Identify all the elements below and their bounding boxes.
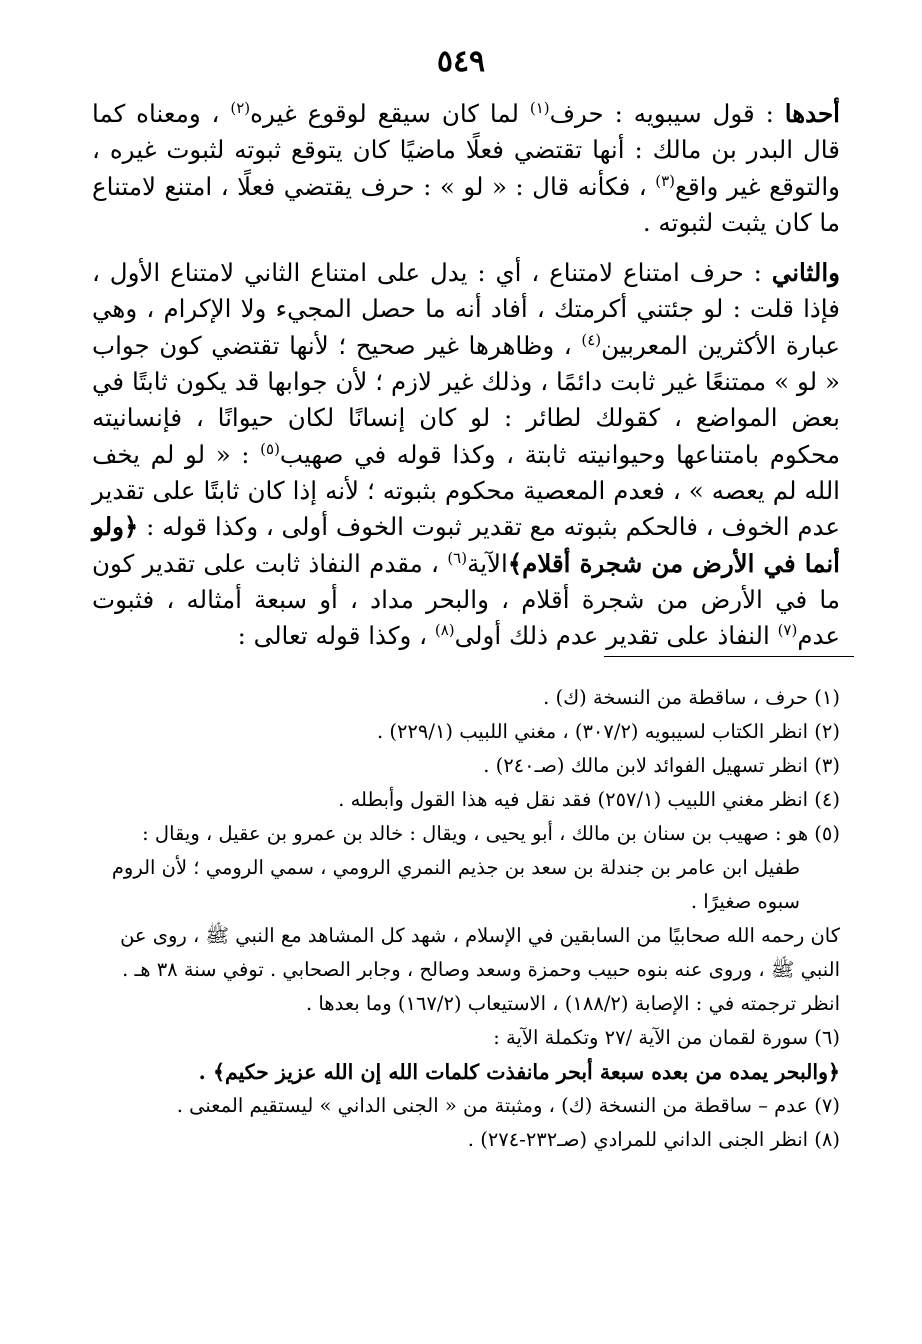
paragraph-text: ، مقدم النفاذ ثابت على تقدير كون ما في الأرض من شجرة أقلام ، والبحر مداد ، أو سبعة أمثاله ، فثبوت عدم [92,548,840,651]
paragraph-lead: والثاني [771,258,840,288]
paragraph-lead: أحدها [784,99,840,128]
paragraph-1 [92,96,840,241]
footnotes [92,681,840,1157]
footnote-3: (٣) انظر تسهيل الفوائد لابن مالك (صـ٢٤٠) . [483,754,840,777]
footnote-ref: (٣) [655,171,675,190]
paragraph-text: : حرف امتناع لامتناع ، أي : يدل على امتناع الثاني لامتناع الأول ، فإذا قلت : لو جئتني أكرمتك ، أفاد أنه ما حصل المجيء ولا الإكرام ، وهي عبارة الأكثرين المعربين [92,258,840,360]
footnote-8: (٨) انظر الجنى الداني للمرادي (صـ٢٣٢-٢٧٤) . [467,1128,840,1151]
main-text [92,96,840,654]
paragraph-text: : « لو لم يخف الله لم يعصه » ، فعدم المعصية محكوم بثبوته ؛ لأنه إذا كان ثابتًا على تقدير عدم الخوف ، فالحكم بثبوته مع تقدير ثبوت الخوف أولى ، وكذا قوله : [92,439,840,542]
paragraph-text: ، وظاهرها غير صحيح ؛ لأنها تقتضي كون جواب « لو » ممتنعًا غير ثابت دائمًا ، وذلك غير لازم ؛ لأن جوابها قد يكون ثابتًا في بعض المواضع ، كقولك لطائر : لو كان إنسانًا لكان حيوانًا ، فإنسانيته محكوم بامتناعها وحيوانيته ثابتة ، وكذا قوله في صهيب [92,330,840,469]
footnote-6: (٦) سورة لقمان من الآية /٢٧ وتكملة الآية : [493,1026,840,1049]
page-number: ٥٤٩ [436,44,486,79]
footnote-1: (١) حرف ، ساقطة من النسخة (ك) . [543,686,840,709]
paragraph-2 [92,255,840,654]
paragraph-text: ، ومعناه كما قال البدر بن مالك : أنها تقتضي فعلًا ماضيًا كان يتوقع ثبوته لثبوت غيره ، والتوقع غير واقع [92,99,841,201]
footnote-5: (٥) هو : صهيب بن سنان بن مالك ، أبو يحيى ، ويقال : خالد بن عمرو بن عقيل ، ويقال : طفيل ابن عامر بن جندلة بن سعد بن جذيم النمري الرومي ، سمي الرومي ؛ لأن الروم سبوه صغيرًا . [111,822,840,913]
paragraph-text: لما كان سيقع لوقوع غيره [250,99,530,128]
footnote-ref: (٧) [777,621,798,639]
footnote-7: (٧) عدم – ساقطة من النسخة (ك) ، ومثبتة من « الجنى الداني » ليستقيم المعنى . [176,1094,840,1117]
paragraph-text: ، فكأنه قال : « لو » : حرف يقتضي فعلًا ، امتنع لامتناع ما كان يثبت لثبوته . [92,171,840,237]
paragraph-text: : قول سيبويه : حرف [549,99,774,128]
footnote-2: (٢) انظر الكتاب لسيبويه (٣٠٧/٢) ، مغني اللبيب (٢٢٩/١) . [376,720,840,743]
footnote-ref: (٨) [434,621,455,639]
paragraph-text: الآية [467,548,508,578]
footnote-ref: (١) [529,98,550,117]
footnote-4: (٤) انظر مغني اللبيب (٢٥٧/١) فقد نقل فيه هذا القول وأبطله . [338,788,840,811]
quran-verse: ﴿ولو أنما في الأرض من شجرة أقلام﴾ [91,512,840,578]
footnote-ref: (٥) [260,439,280,458]
footnote-5-sources: انظر ترجمته في : الإصابة (١٨٨/٢) ، الاستيعاب (١٦٧/٢) وما بعدها . [305,992,840,1015]
footnote-separator [604,656,854,657]
footnote-ref: (٢) [230,98,251,117]
footnote-6-verse: ﴿والبحر يمده من بعده سبعة أبحر مانفذت كلمات الله إن الله عزيز حكيم﴾ . [198,1060,840,1084]
footnote-ref: (٤) [581,330,602,349]
footnote-5-bio: كان رحمه الله صحابيًا من السابقين في الإسلام ، شهد كل المشاهد مع النبي ﷺ ، روى عن النبي ﷺ ، وروى عنه بنوه حبيب وحمزة وسعد وصالح ، وجابر الصحابي . توفي سنة ٣٨ هـ . [120,924,840,981]
paragraph-text: ، وكذا قوله تعالى : [237,621,435,651]
paragraph-text: النفاذ على تقدير عدم ذلك أولى [454,621,778,651]
footnote-ref: (٦) [447,548,468,567]
